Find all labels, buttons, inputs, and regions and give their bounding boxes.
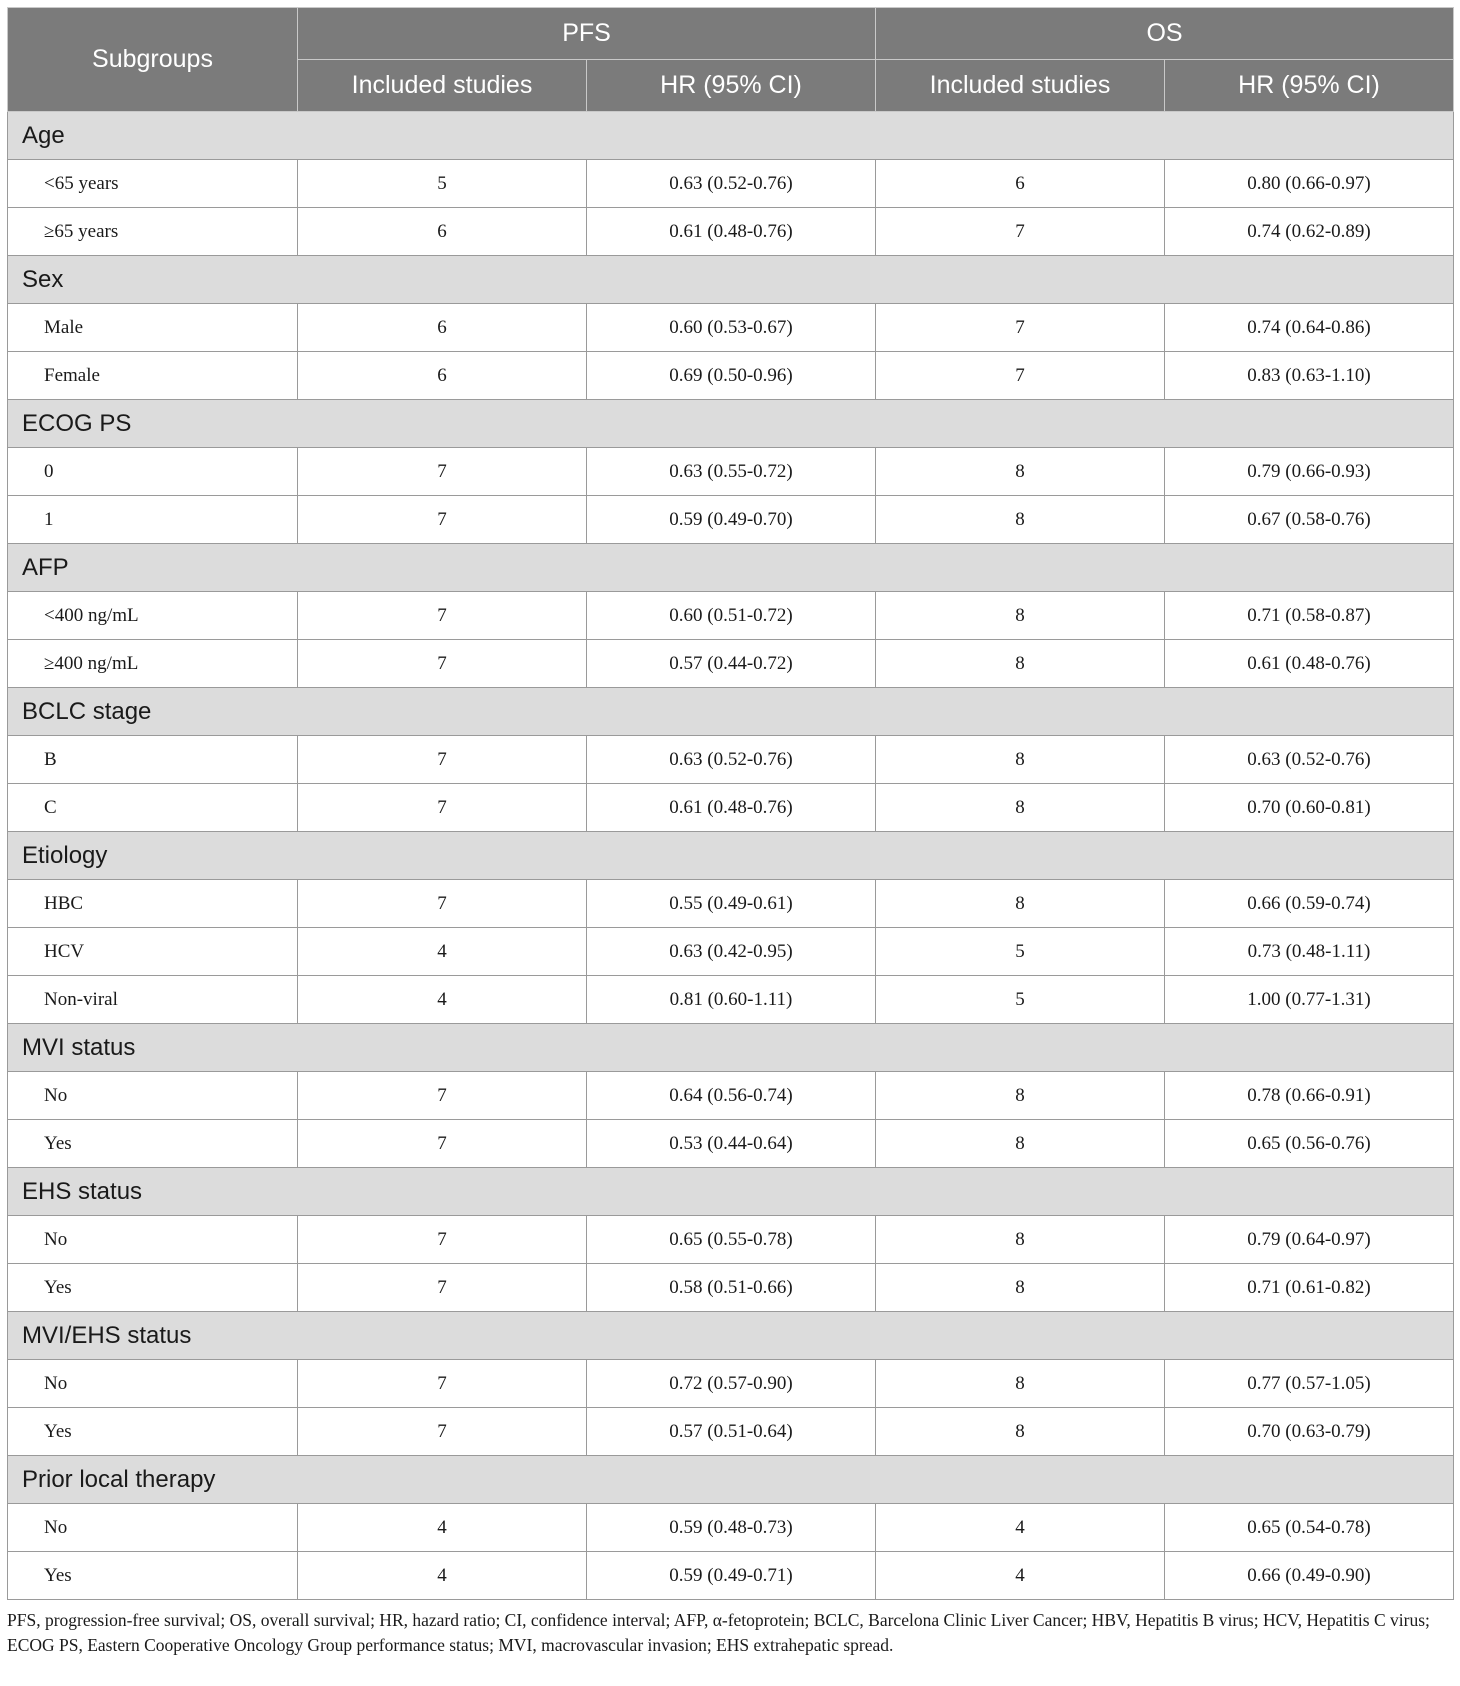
group-title: ECOG PS [8, 400, 1454, 448]
pfs-hr-cell: 0.63 (0.42-0.95) [587, 928, 876, 976]
pfs-hr-cell: 0.63 (0.52-0.76) [587, 160, 876, 208]
subgroup-label: Yes [8, 1552, 298, 1600]
group-title: Age [8, 112, 1454, 160]
os-included-studies-cell: 8 [876, 1408, 1165, 1456]
os-included-studies-cell: 8 [876, 1120, 1165, 1168]
table-row [8, 1216, 1454, 1264]
pfs-included-studies-cell: 4 [298, 928, 587, 976]
os-hr-cell: 1.00 (0.77-1.31) [1165, 976, 1454, 1024]
pfs-hr-cell: 0.81 (0.60-1.11) [587, 976, 876, 1024]
os-hr-cell: 0.63 (0.52-0.76) [1165, 736, 1454, 784]
subgroup-label: Yes [8, 1264, 298, 1312]
subgroup-label: HBC [8, 880, 298, 928]
pfs-hr-cell: 0.53 (0.44-0.64) [587, 1120, 876, 1168]
pfs-included-studies-cell: 7 [298, 1120, 587, 1168]
table-row [8, 640, 1454, 688]
os-included-studies-cell: 5 [876, 976, 1165, 1024]
group-row [8, 1024, 1454, 1072]
subgroup-analysis-table [7, 7, 1454, 1600]
table-row [8, 1072, 1454, 1120]
table-row [8, 1504, 1454, 1552]
pfs-included-studies-cell: 7 [298, 1360, 587, 1408]
os-included-studies-cell: 5 [876, 928, 1165, 976]
group-row [8, 400, 1454, 448]
subgroup-label: HCV [8, 928, 298, 976]
table-row [8, 208, 1454, 256]
table-header [8, 8, 1454, 112]
group-row [8, 1456, 1454, 1504]
pfs-hr-cell: 0.64 (0.56-0.74) [587, 1072, 876, 1120]
pfs-included-studies-cell: 6 [298, 304, 587, 352]
pfs-hr-cell: 0.63 (0.52-0.76) [587, 736, 876, 784]
pfs-hr-cell: 0.63 (0.55-0.72) [587, 448, 876, 496]
table-row [8, 1264, 1454, 1312]
table-row [8, 304, 1454, 352]
subgroup-label: No [8, 1504, 298, 1552]
table-row [8, 1120, 1454, 1168]
os-included-studies-cell: 7 [876, 352, 1165, 400]
subgroup-label: Female [8, 352, 298, 400]
header-os: OS [876, 8, 1454, 60]
group-row [8, 832, 1454, 880]
group-title: EHS status [8, 1168, 1454, 1216]
os-hr-cell: 0.71 (0.61-0.82) [1165, 1264, 1454, 1312]
os-included-studies-cell: 6 [876, 160, 1165, 208]
subgroup-label: Non-viral [8, 976, 298, 1024]
os-included-studies-cell: 4 [876, 1504, 1165, 1552]
pfs-included-studies-cell: 7 [298, 448, 587, 496]
group-title: MVI/EHS status [8, 1312, 1454, 1360]
table-row [8, 928, 1454, 976]
os-included-studies-cell: 8 [876, 1360, 1165, 1408]
pfs-included-studies-cell: 7 [298, 880, 587, 928]
group-row [8, 256, 1454, 304]
pfs-included-studies-cell: 7 [298, 1216, 587, 1264]
group-row [8, 112, 1454, 160]
os-hr-cell: 0.77 (0.57-1.05) [1165, 1360, 1454, 1408]
os-included-studies-cell: 8 [876, 880, 1165, 928]
pfs-hr-cell: 0.72 (0.57-0.90) [587, 1360, 876, 1408]
os-hr-cell: 0.66 (0.49-0.90) [1165, 1552, 1454, 1600]
subgroup-label: 1 [8, 496, 298, 544]
header-subgroups: Subgroups [8, 8, 298, 112]
pfs-hr-cell: 0.61 (0.48-0.76) [587, 208, 876, 256]
pfs-included-studies-cell: 4 [298, 1552, 587, 1600]
subgroup-label: 0 [8, 448, 298, 496]
subgroup-label: Yes [8, 1120, 298, 1168]
subgroup-label: No [8, 1072, 298, 1120]
os-hr-cell: 0.83 (0.63-1.10) [1165, 352, 1454, 400]
pfs-hr-cell: 0.69 (0.50-0.96) [587, 352, 876, 400]
group-row [8, 544, 1454, 592]
pfs-hr-cell: 0.57 (0.44-0.72) [587, 640, 876, 688]
os-hr-cell: 0.73 (0.48-1.11) [1165, 928, 1454, 976]
group-title: Etiology [8, 832, 1454, 880]
header-pfs-included-studies: Included studies [298, 60, 587, 112]
os-hr-cell: 0.67 (0.58-0.76) [1165, 496, 1454, 544]
table-container [7, 7, 1453, 1658]
subgroup-label: <65 years [8, 160, 298, 208]
table-row [8, 160, 1454, 208]
table-row [8, 496, 1454, 544]
os-included-studies-cell: 8 [876, 640, 1165, 688]
table-row [8, 1552, 1454, 1600]
os-included-studies-cell: 7 [876, 208, 1165, 256]
os-included-studies-cell: 7 [876, 304, 1165, 352]
group-title: AFP [8, 544, 1454, 592]
pfs-included-studies-cell: 7 [298, 784, 587, 832]
os-included-studies-cell: 8 [876, 496, 1165, 544]
table-row [8, 784, 1454, 832]
pfs-included-studies-cell: 7 [298, 1408, 587, 1456]
os-hr-cell: 0.66 (0.59-0.74) [1165, 880, 1454, 928]
os-hr-cell: 0.70 (0.60-0.81) [1165, 784, 1454, 832]
table-body [8, 112, 1454, 1600]
header-pfs: PFS [298, 8, 876, 60]
os-hr-cell: 0.79 (0.64-0.97) [1165, 1216, 1454, 1264]
group-row [8, 688, 1454, 736]
pfs-hr-cell: 0.59 (0.49-0.71) [587, 1552, 876, 1600]
os-hr-cell: 0.79 (0.66-0.93) [1165, 448, 1454, 496]
pfs-included-studies-cell: 7 [298, 592, 587, 640]
os-included-studies-cell: 4 [876, 1552, 1165, 1600]
pfs-hr-cell: 0.60 (0.51-0.72) [587, 592, 876, 640]
group-title: Sex [8, 256, 1454, 304]
header-pfs-hr: HR (95% CI) [587, 60, 876, 112]
os-hr-cell: 0.74 (0.64-0.86) [1165, 304, 1454, 352]
os-included-studies-cell: 8 [876, 1072, 1165, 1120]
table-row [8, 1408, 1454, 1456]
group-row [8, 1312, 1454, 1360]
os-hr-cell: 0.70 (0.63-0.79) [1165, 1408, 1454, 1456]
pfs-hr-cell: 0.65 (0.55-0.78) [587, 1216, 876, 1264]
pfs-included-studies-cell: 7 [298, 1072, 587, 1120]
subgroup-label: B [8, 736, 298, 784]
subgroup-label: C [8, 784, 298, 832]
group-title: Prior local therapy [8, 1456, 1454, 1504]
pfs-hr-cell: 0.58 (0.51-0.66) [587, 1264, 876, 1312]
group-row [8, 1168, 1454, 1216]
table-row [8, 352, 1454, 400]
os-hr-cell: 0.65 (0.54-0.78) [1165, 1504, 1454, 1552]
pfs-included-studies-cell: 6 [298, 208, 587, 256]
table-row [8, 880, 1454, 928]
pfs-hr-cell: 0.55 (0.49-0.61) [587, 880, 876, 928]
pfs-hr-cell: 0.60 (0.53-0.67) [587, 304, 876, 352]
os-included-studies-cell: 8 [876, 448, 1165, 496]
os-included-studies-cell: 8 [876, 1264, 1165, 1312]
header-os-hr: HR (95% CI) [1165, 60, 1454, 112]
subgroup-label: <400 ng/mL [8, 592, 298, 640]
subgroup-label: ≥65 years [8, 208, 298, 256]
pfs-included-studies-cell: 6 [298, 352, 587, 400]
subgroup-label: ≥400 ng/mL [8, 640, 298, 688]
pfs-included-studies-cell: 5 [298, 160, 587, 208]
subgroup-label: Male [8, 304, 298, 352]
pfs-hr-cell: 0.59 (0.48-0.73) [587, 1504, 876, 1552]
header-os-included-studies: Included studies [876, 60, 1165, 112]
table-row [8, 976, 1454, 1024]
os-included-studies-cell: 8 [876, 736, 1165, 784]
pfs-included-studies-cell: 7 [298, 1264, 587, 1312]
pfs-hr-cell: 0.59 (0.49-0.70) [587, 496, 876, 544]
os-included-studies-cell: 8 [876, 1216, 1165, 1264]
subgroup-label: No [8, 1360, 298, 1408]
os-hr-cell: 0.74 (0.62-0.89) [1165, 208, 1454, 256]
os-hr-cell: 0.71 (0.58-0.87) [1165, 592, 1454, 640]
pfs-hr-cell: 0.61 (0.48-0.76) [587, 784, 876, 832]
pfs-included-studies-cell: 7 [298, 496, 587, 544]
os-hr-cell: 0.78 (0.66-0.91) [1165, 1072, 1454, 1120]
table-row [8, 736, 1454, 784]
table-row [8, 1360, 1454, 1408]
pfs-included-studies-cell: 4 [298, 1504, 587, 1552]
table-row [8, 592, 1454, 640]
os-included-studies-cell: 8 [876, 784, 1165, 832]
os-included-studies-cell: 8 [876, 592, 1165, 640]
group-title: MVI status [8, 1024, 1454, 1072]
os-hr-cell: 0.80 (0.66-0.97) [1165, 160, 1454, 208]
pfs-hr-cell: 0.57 (0.51-0.64) [587, 1408, 876, 1456]
pfs-included-studies-cell: 4 [298, 976, 587, 1024]
os-hr-cell: 0.61 (0.48-0.76) [1165, 640, 1454, 688]
subgroup-label: No [8, 1216, 298, 1264]
table-row [8, 448, 1454, 496]
subgroup-label: Yes [8, 1408, 298, 1456]
group-title: BCLC stage [8, 688, 1454, 736]
pfs-included-studies-cell: 7 [298, 736, 587, 784]
pfs-included-studies-cell: 7 [298, 640, 587, 688]
os-hr-cell: 0.65 (0.56-0.76) [1165, 1120, 1454, 1168]
table-footnote: PFS, progression-free survival; OS, overall survival; HR, hazard ratio; CI, confidence interval; AFP, α-fetoprotein; BCLC, Barcelona Clinic Liver Cancer; HBV, Hepatitis B virus; HCV, Hepatitis C virus; ECOG PS, Eastern Cooperative Oncology Group performance status; MVI, macrovascular invasion; EHS extrahepatic spread. [7, 1610, 1430, 1655]
